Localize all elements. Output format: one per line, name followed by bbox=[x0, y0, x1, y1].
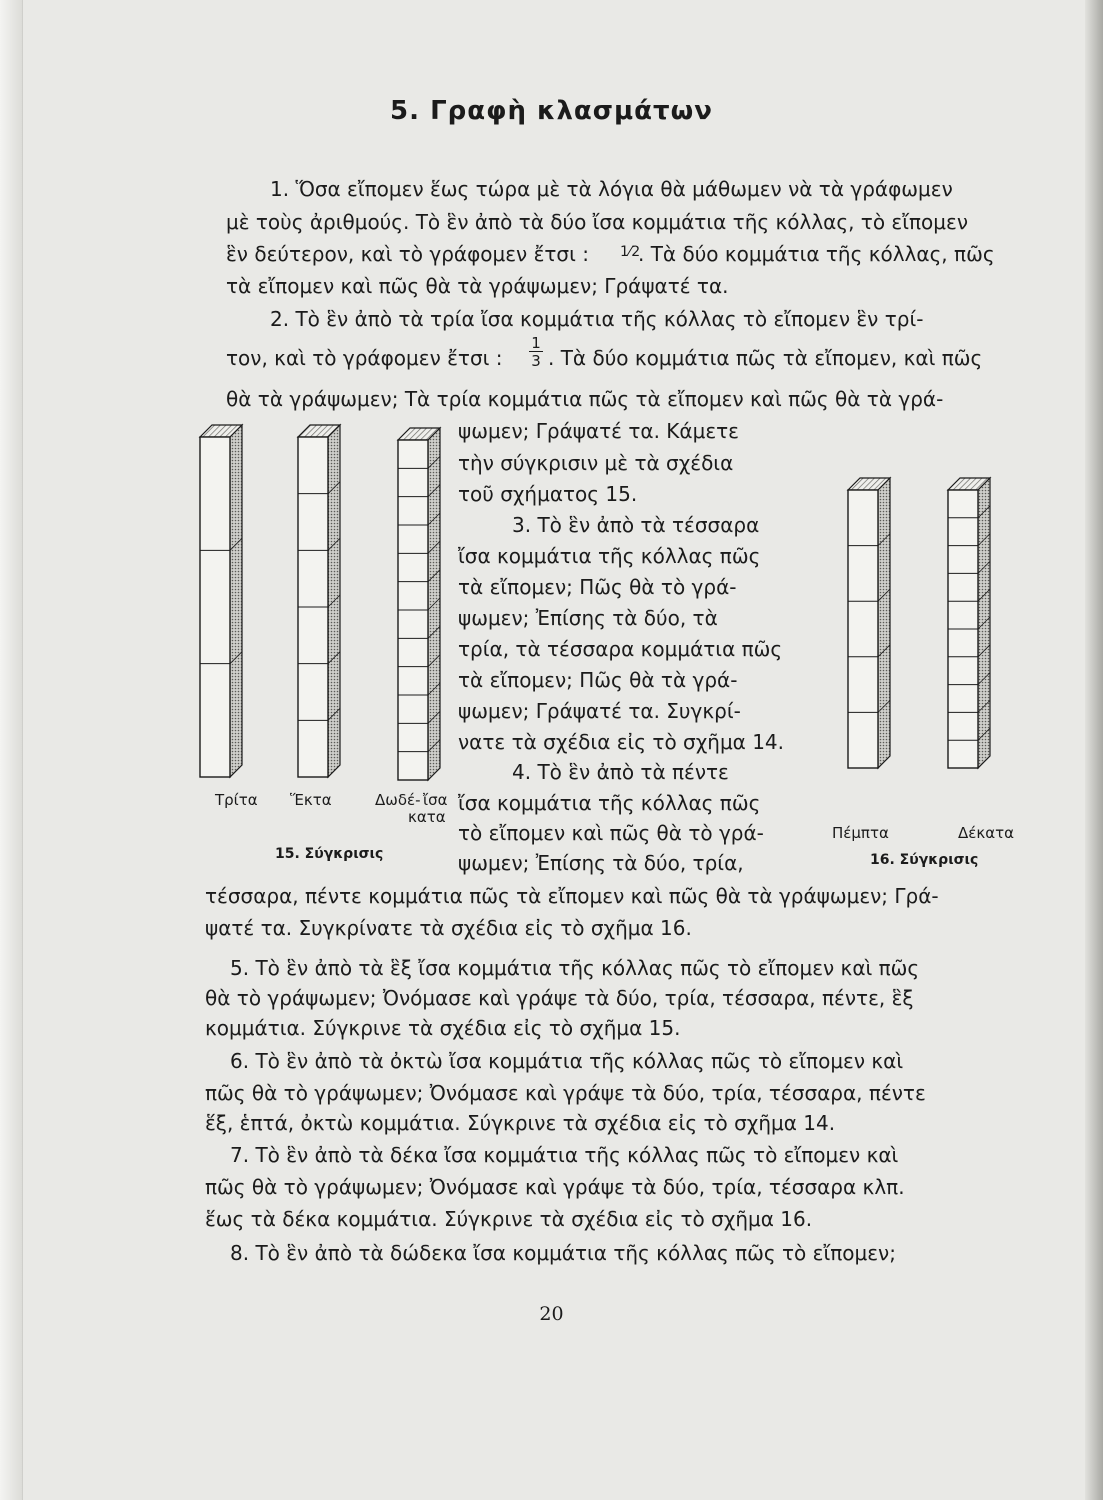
label-sixths: Ἕκτα bbox=[290, 791, 332, 809]
text-line: τὴν σύγκρισιν μὲ τὰ σχέδια bbox=[458, 451, 734, 475]
figure-15-caption: 15. Σύγκρισις bbox=[275, 846, 384, 862]
text-line: τὸ εἴπομεν καὶ πῶς θὰ τὸ γρά- bbox=[458, 821, 764, 845]
fraction-one-half: 1⁄2 bbox=[620, 244, 641, 260]
text-line: ψωμεν; Ἐπίσης τὰ δύο, τρία, bbox=[458, 851, 744, 875]
strip-side-thirds bbox=[230, 425, 242, 777]
text-line: νατε τὰ σχέδια εἰς τὸ σχῆμα 14. bbox=[458, 730, 785, 754]
text-line: 8. Τὸ ἓν ἀπὸ τὰ δώδεκα ἴσα κομμάτια τῆς κόλλας πῶς τὸ εἴπομεν; bbox=[230, 1241, 896, 1265]
text-line: 1. Ὅσα εἴπομεν ἕως τώρα μὲ τὰ λόγια θὰ μάθωμεν νὰ τὰ γράφωμεν bbox=[270, 177, 953, 201]
label-tenths: Δέκατα bbox=[958, 824, 1015, 842]
text-line: ἴσα κομμάτια τῆς κόλλας πῶς bbox=[458, 544, 761, 568]
text-line: τον, καὶ τὸ γράφομεν ἔτσι : bbox=[226, 346, 503, 370]
text-line: θὰ τὸ γράψωμεν; Ὀνόμασε καὶ γράψε τὰ δύο, τρία, τέσσαρα, πέντε, ἓξ bbox=[205, 986, 914, 1010]
label-thirds: Τρίτα bbox=[215, 791, 258, 809]
text-line: τοῦ σχήματος 15. bbox=[458, 482, 638, 506]
strip-front-thirds bbox=[200, 437, 230, 777]
page-title: 5. Γραφὴ κλασμάτων bbox=[390, 96, 713, 126]
text-line: 3. Τὸ ἓν ἀπὸ τὰ τέσσαρα bbox=[512, 513, 760, 537]
text-line: ψατέ τα. Συγκρίνατε τὰ σχέδια εἰς τὸ σχῆμα 16. bbox=[205, 916, 692, 940]
text-line: πῶς θὰ τὸ γράψωμεν; Ὀνόμασε καὶ γράψε τὰ δύο, τρία, τέσσαρα κλπ. bbox=[205, 1175, 905, 1199]
text-line: 4. Τὸ ἓν ἀπὸ τὰ πέντε bbox=[512, 760, 729, 784]
text-line: 7. Τὸ ἓν ἀπὸ τὰ δέκα ἴσα κομμάτια τῆς κόλλας πῶς τὸ εἴπομεν καὶ bbox=[230, 1143, 899, 1167]
label-twelfths-2: ἴσα bbox=[423, 791, 448, 809]
text-line: 2. Τὸ ἓν ἀπὸ τὰ τρία ἴσα κομμάτια τῆς κόλλας τὸ εἴπομεν ἓν τρί- bbox=[270, 307, 924, 331]
text-line: . Τὰ δύο κομμάτια τῆς κόλλας, πῶς bbox=[638, 242, 995, 266]
text-line: μὲ τοὺς ἀριθμούς. Τὸ ἓν ἀπὸ τὰ δύο ἴσα κομμάτια τῆς κόλλας, τὸ εἴπομεν bbox=[226, 210, 968, 234]
label-twelfths-3: κατα bbox=[408, 808, 446, 826]
text-line: ψωμεν; Ἐπίσης τὰ δύο, τὰ bbox=[458, 606, 718, 630]
text-line: τὰ εἴπομεν; Πῶς θὰ τὸ γρά- bbox=[458, 575, 737, 599]
text-line: τὰ εἴπομεν; Πῶς θὰ τὰ γρά- bbox=[458, 668, 738, 692]
fraction-one-third-numerator: 1 bbox=[529, 336, 543, 352]
text-line: τέσσαρα, πέντε κομμάτια πῶς τὰ εἴπομεν καὶ πῶς θὰ τὰ γράψωμεν; Γρά- bbox=[205, 884, 939, 908]
text-line: ἓν δεύτερον, καὶ τὸ γράφομεν ἔτσι : bbox=[226, 242, 589, 266]
text-line: ἕξ, ἑπτά, ὀκτὼ κομμάτια. Σύγκρινε τὰ σχέδια εἰς τὸ σχῆμα 14. bbox=[205, 1111, 836, 1135]
figure-16-caption: 16. Σύγκρισις bbox=[870, 852, 979, 868]
text-line: ψωμεν; Γράψατέ τα. Συγκρί- bbox=[458, 699, 741, 723]
text-line: 5. Τὸ ἓν ἀπὸ τὰ ἓξ ἴσα κομμάτια τῆς κόλλας πῶς τὸ εἴπομεν καὶ πῶς bbox=[230, 956, 920, 980]
text-line: ἴσα κομμάτια τῆς κόλλας πῶς bbox=[458, 791, 761, 815]
text-line: 6. Τὸ ἓν ἀπὸ τὰ ὀκτὼ ἴσα κομμάτια τῆς κόλλας πῶς τὸ εἴπομεν καὶ bbox=[230, 1049, 904, 1073]
text-line: πῶς θὰ τὸ γράψωμεν; Ὀνόμασε καὶ γράψε τὰ δύο, τρία, τέσσαρα, πέντε bbox=[205, 1081, 926, 1105]
text-line: ψωμεν; Γράψατέ τα. Κάμετε bbox=[458, 419, 739, 443]
text-line: κομμάτια. Σύγκρινε τὰ σχέδια εἰς τὸ σχῆμα 15. bbox=[205, 1016, 681, 1040]
text-line: θὰ τὰ γράψωμεν; Τὰ τρία κομμάτια πῶς τὰ εἴπομεν καὶ πῶς θὰ τὰ γρά- bbox=[226, 387, 944, 411]
label-twelfths-1: Δωδέ- bbox=[375, 791, 421, 809]
label-fifths: Πέμπτα bbox=[832, 824, 889, 842]
text-line: τὰ εἴπομεν καὶ πῶς θὰ τὰ γράψωμεν; Γράψατέ τα. bbox=[226, 274, 729, 298]
strip-side-fifths bbox=[878, 478, 890, 768]
text-line: τρία, τὰ τέσσαρα κομμάτια πῶς bbox=[458, 637, 783, 661]
page-number: 20 bbox=[539, 1303, 564, 1325]
fraction-one-third-denominator: 3 bbox=[531, 352, 541, 370]
strip-front-fifths bbox=[848, 490, 878, 768]
text-line: . Τὰ δύο κομμάτια πῶς τὰ εἴπομεν, καὶ πῶς bbox=[548, 346, 983, 370]
text-line: ἕως τὰ δέκα κομμάτια. Σύγκρινε τὰ σχέδια εἰς τὸ σχῆμα 16. bbox=[205, 1207, 813, 1231]
